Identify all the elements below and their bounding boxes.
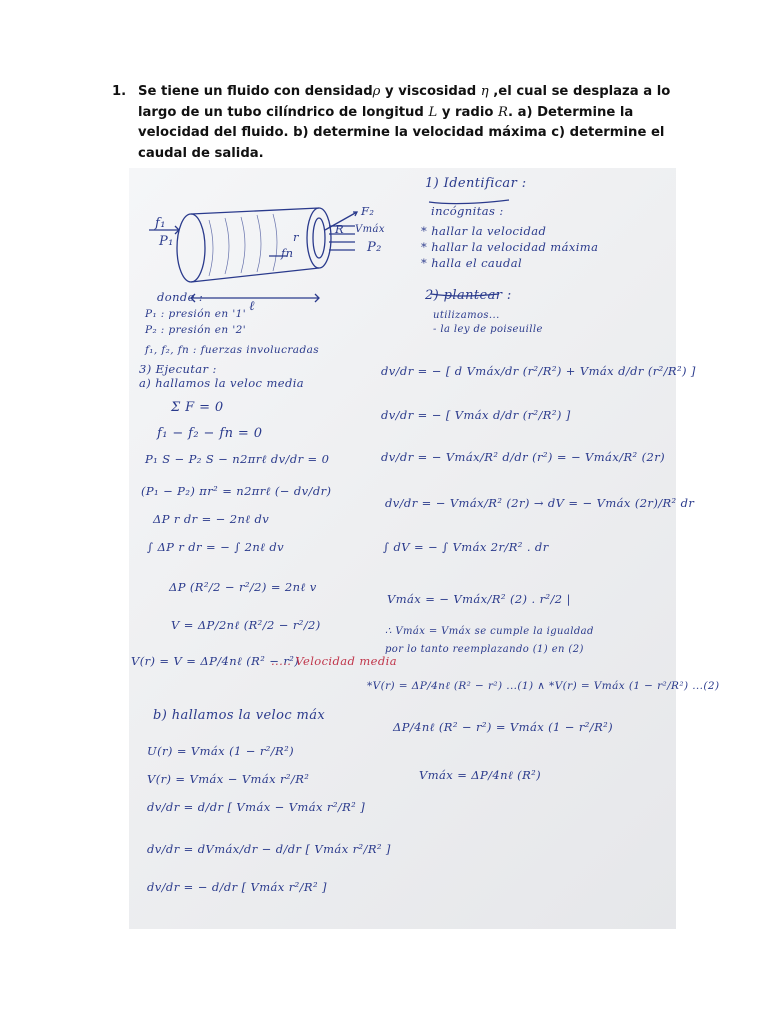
- eq-l2: f₁ − f₂ − fn = 0: [157, 426, 263, 441]
- unknown-max-velocity: * hallar la velocidad máxima: [421, 240, 599, 254]
- eq-r9: *V(r) = ΔP/4nℓ (R² − r²) ...(1) ∧ *V(r) = Vmáx (1 − r²/R²) ...(2): [367, 680, 720, 692]
- donde-heading: donde :: [157, 290, 204, 304]
- eq-l14: dv/dr = − d/dr [ Vmáx r²/R² ]: [147, 880, 327, 894]
- plantear-utilizamos: utilizamos...: [433, 310, 500, 321]
- eq-r3: dv/dr = − Vmáx/R² d/dr (r²) = − Vmáx/R² (2r): [381, 450, 665, 464]
- unknown-flow-rate: * halla el caudal: [421, 256, 523, 270]
- label-R: R: [335, 222, 345, 236]
- eq-r4: dv/dr = − Vmáx/R² (2r) → dV = − Vmáx (2r)/R² dr: [385, 496, 695, 510]
- eq-r6: Vmáx = − Vmáx/R² (2) . r²/2 |: [387, 592, 571, 606]
- step-identificar: 1) Identificar :: [425, 176, 527, 191]
- eq-l13: dv/dr = dVmáx/dr − d/dr [ Vmáx r²/R² ]: [147, 842, 391, 856]
- problem-number: 1.: [112, 84, 127, 99]
- eq-l10: U(r) = Vmáx (1 − r²/R²): [147, 744, 295, 758]
- eq-r11: Vmáx = ΔP/4nℓ (R²): [419, 768, 542, 782]
- eq-l7: ΔP (R²/2 − r²/2) = 2nℓ v: [169, 580, 317, 594]
- part-b-heading: b) hallamos la veloc máx: [153, 708, 326, 723]
- label-length: ℓ: [249, 299, 255, 314]
- eq-l3: P₁ S − P₂ S − n2πrℓ dv/dr = 0: [145, 452, 330, 466]
- handwritten-solution-photo: [129, 168, 720, 929]
- eq-r7: ∴ Vmáx = Vmáx se cumple la igualdad: [385, 626, 594, 637]
- eq-l5: ΔP r dr = − 2nℓ dv: [153, 512, 270, 526]
- unknowns-heading: incógnitas :: [431, 204, 504, 218]
- part-a-heading: a) hallamos la veloc media: [139, 376, 305, 390]
- eq-r5: ∫ dV = − ∫ Vmáx 2r/R² . dr: [383, 540, 549, 554]
- def-p2: P₂ : presión en '2': [145, 324, 246, 336]
- def-p1: P₁ : presión en '1': [145, 308, 246, 320]
- eq-l9: V(r) = V = ΔP/4nℓ (R² − r²): [131, 654, 300, 668]
- label-r: r: [293, 230, 299, 244]
- eq-r8: por lo tanto reemplazando (1) en (2): [385, 644, 584, 655]
- plantear-poiseuille: - la ley de poiseuille: [433, 324, 543, 335]
- eq-l8: V = ΔP/2nℓ (R²/2 − r²/2): [171, 618, 321, 632]
- label-p1: P₁: [159, 234, 174, 249]
- eq-l6: ∫ ΔP r dr = − ∫ 2nℓ dv: [147, 540, 285, 554]
- problem-text: Se tiene un fluido con densidadρ y viscosidad η ,el cual se desplaza a lo largo de un tubo cilíndrico de longitud L y radio R. a) Determine la velocidad del fluido. b) determine la velocidad máxima c) determine el caudal de salida.: [138, 84, 671, 161]
- label-p2: P₂: [367, 240, 382, 255]
- eq-l11: V(r) = Vmáx − Vmáx r²/R²: [147, 772, 310, 786]
- def-forces: f₁, f₂, fn : fuerzas involucradas: [145, 344, 320, 356]
- eq-l4: (P₁ − P₂) πr² = n2πrℓ (− dv/dr): [141, 484, 332, 498]
- eq-r1: dv/dr = − [ d Vmáx/dr (r²/R²) + Vmáx d/dr (r²/R²) ]: [381, 364, 696, 378]
- eq-l12: dv/dr = d/dr [ Vmáx − Vmáx r²/R² ]: [147, 800, 366, 814]
- label-f1: f₁: [155, 216, 166, 231]
- step-plantear: 2) plantear :: [425, 288, 512, 303]
- velocity-mean-label: ..... Velocidad media: [271, 654, 397, 668]
- label-fn: fn: [281, 246, 294, 260]
- label-vmax: Vmáx: [355, 224, 385, 235]
- eq-r10: ΔP/4nℓ (R² − r²) = Vmáx (1 − r²/R²): [393, 720, 614, 734]
- eq-r2: dv/dr = − [ Vmáx d/dr (r²/R²) ]: [381, 408, 571, 422]
- step-ejecutar: 3) Ejecutar :: [139, 362, 217, 376]
- eq-l1: Σ F = 0: [171, 400, 224, 415]
- label-f2: F₂: [361, 204, 375, 218]
- unknown-velocity: * hallar la velocidad: [421, 224, 547, 238]
